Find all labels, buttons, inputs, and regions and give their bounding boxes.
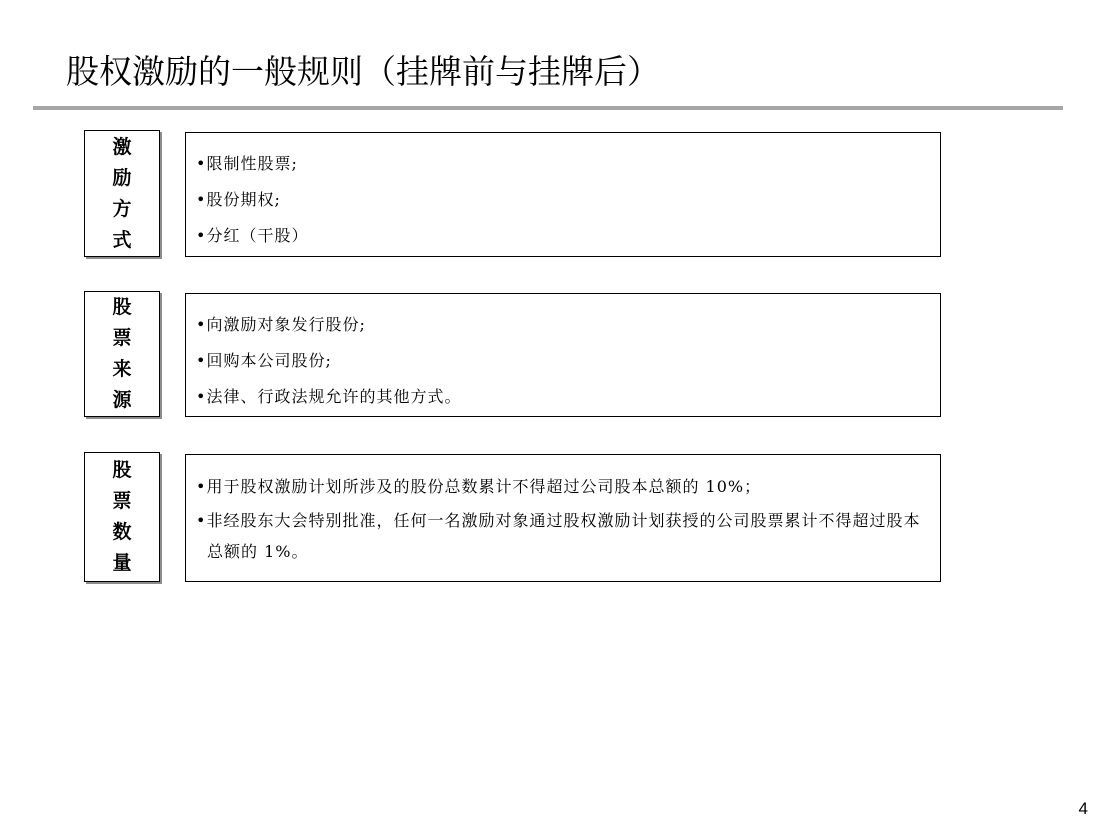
list-item: •法律、行政法规允许的其他方式。 [196,387,462,406]
label-char: 源 [112,389,132,411]
label-char: 方 [112,197,132,220]
label-char: 激 [112,135,132,158]
section-content-box [185,293,941,417]
list-item: •分红（干股） [196,226,309,245]
section-content-box [185,454,941,582]
list-item: •回购本公司股份; [196,351,332,370]
label-char: 股 [112,296,132,318]
label-char: 式 [112,228,132,251]
list-item: •限制性股票; [196,154,298,173]
list-item: •非经股东大会特别批准，任何一名激励对象通过股权激励计划获授的公司股票累计不得超过股本总额的 1%。 [196,511,921,561]
label-char: 励 [112,166,132,189]
label-char: 股 [112,459,132,481]
label-char: 数 [112,521,132,543]
page-title: 股权激励的一般规则（挂牌前与挂牌后） [66,52,660,91]
list-item: •股份期权; [196,190,281,209]
section-label-box [84,130,160,257]
label-char: 票 [112,327,132,349]
section-content-box [185,132,941,257]
list-item: •用于股权激励计划所涉及的股份总数累计不得超过公司股本总额的 10%； [196,477,762,496]
list-item: •向激励对象发行股份; [196,315,366,334]
title-divider [33,106,1063,110]
section-label-box [84,452,160,582]
section-label-box [84,291,160,417]
label-char: 量 [112,552,132,574]
page-number: 4 [1078,799,1088,818]
label-char: 票 [112,490,132,512]
label-char: 来 [112,358,132,380]
